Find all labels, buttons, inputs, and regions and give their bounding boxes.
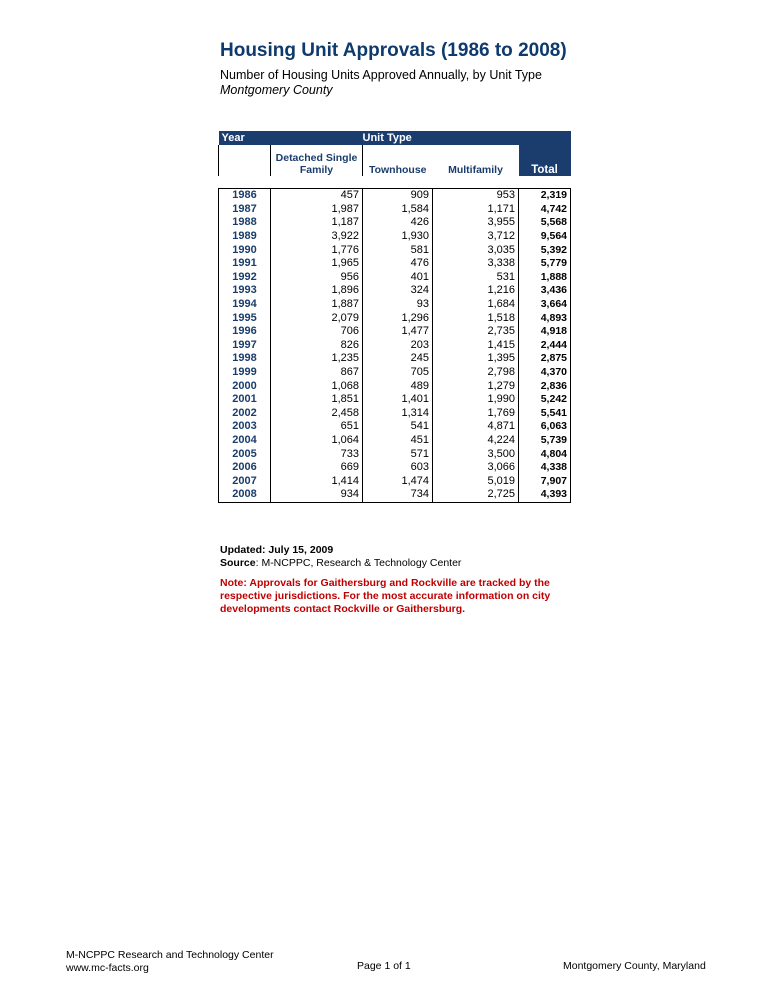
multifamily-cell: 1,415 [433,339,519,353]
county-label: Montgomery County [220,83,333,97]
total-cell: 5,392 [519,243,571,257]
table-row [219,311,571,325]
townhouse-cell: 245 [363,352,433,366]
multifamily-cell: 4,871 [433,420,519,434]
multifamily-cell: 1,279 [433,379,519,393]
year-cell: 1994 [219,298,271,312]
townhouse-cell: 705 [363,366,433,380]
source-text: : M-NCPPC, Research & Technology Center [255,557,462,569]
header-row-sub [219,145,571,176]
multifamily-cell: 5,019 [433,474,519,488]
multifamily-cell: 2,798 [433,366,519,380]
jurisdiction-note: Note: Approvals for Gaithersburg and Rockville are tracked by the respective jurisdictions. For the most accurate information on city developments contact Rockville or Gaithersburg. [220,577,551,615]
detached-cell: 1,987 [271,203,363,217]
detached-header [271,145,363,176]
table-row [219,366,571,380]
multifamily-cell: 531 [433,271,519,285]
detached-cell: 706 [271,325,363,339]
multifamily-cell: 2,735 [433,325,519,339]
total-cell: 4,370 [519,366,571,380]
total-cell: 5,739 [519,434,571,448]
table-body [219,189,571,503]
total-cell: 3,664 [519,298,571,312]
total-cell: 4,338 [519,461,571,475]
year-cell: 2001 [219,393,271,407]
table-row [219,189,571,203]
detached-cell: 2,079 [271,311,363,325]
source-label: Source [220,557,256,569]
table-row [219,216,571,230]
year-cell: 1999 [219,366,271,380]
townhouse-cell: 476 [363,257,433,271]
table-row [219,339,571,353]
total-cell: 6,063 [519,420,571,434]
multifamily-cell: 3,712 [433,230,519,244]
table-row [219,379,571,393]
table-row [219,271,571,285]
total-cell: 2,444 [519,339,571,353]
detached-cell: 1,187 [271,216,363,230]
total-cell: 2,319 [519,189,571,203]
table-row [219,407,571,421]
multifamily-cell: 1,684 [433,298,519,312]
detached-cell: 1,851 [271,393,363,407]
townhouse-cell: 571 [363,447,433,461]
multifamily-cell: 3,338 [433,257,519,271]
detached-cell: 651 [271,420,363,434]
table-row [219,434,571,448]
year-cell: 1997 [219,339,271,353]
total-cell: 4,393 [519,488,571,502]
townhouse-cell: 203 [363,339,433,353]
detached-cell: 956 [271,271,363,285]
year-cell: 2007 [219,474,271,488]
title-main: Housing Unit Approvals [220,40,436,61]
multifamily-cell: 1,990 [433,393,519,407]
townhouse-cell: 1,296 [363,311,433,325]
multifamily-cell: 2,725 [433,488,519,502]
table-row [219,488,571,502]
year-cell: 1990 [219,243,271,257]
detached-header-line1: Detached Single [275,152,358,164]
year-cell: 2000 [219,379,271,393]
total-cell: 9,564 [519,230,571,244]
townhouse-cell: 426 [363,216,433,230]
townhouse-cell: 1,584 [363,203,433,217]
multifamily-cell: 1,769 [433,407,519,421]
approvals-table [218,131,571,503]
detached-cell: 1,776 [271,243,363,257]
year-cell: 2002 [219,407,271,421]
table-row [219,243,571,257]
year-cell: 1988 [219,216,271,230]
multifamily-cell: 1,216 [433,284,519,298]
townhouse-cell: 451 [363,434,433,448]
multifamily-cell: 953 [433,189,519,203]
year-cell: 1993 [219,284,271,298]
year-cell: 1998 [219,352,271,366]
year-cell: 2008 [219,488,271,502]
multifamily-cell: 4,224 [433,434,519,448]
total-cell: 5,779 [519,257,571,271]
footer-page-number: Page 1 of 1 [357,960,411,972]
unit-type-header: Unit Type [363,131,571,145]
year-cell: 2004 [219,434,271,448]
table-row [219,284,571,298]
footer-location: Montgomery County, Maryland [563,960,706,972]
header-row-top [219,131,571,145]
year-cell: 1989 [219,230,271,244]
header-blank [271,131,363,145]
townhouse-cell: 324 [363,284,433,298]
source-line [220,557,461,569]
multifamily-cell: 3,955 [433,216,519,230]
year-cell: 1996 [219,325,271,339]
year-header: Year [219,131,271,145]
table-row [219,461,571,475]
townhouse-cell: 541 [363,420,433,434]
total-cell: 5,568 [519,216,571,230]
total-cell: 5,541 [519,407,571,421]
table-row [219,420,571,434]
multifamily-cell: 3,500 [433,447,519,461]
header-spacer [219,176,571,189]
total-cell: 4,742 [519,203,571,217]
detached-cell: 669 [271,461,363,475]
total-cell: 4,918 [519,325,571,339]
table-row [219,257,571,271]
townhouse-cell: 401 [363,271,433,285]
townhouse-cell: 734 [363,488,433,502]
year-cell: 1991 [219,257,271,271]
townhouse-cell: 1,930 [363,230,433,244]
updated-date: Updated: July 15, 2009 [220,544,334,556]
detached-cell: 1,235 [271,352,363,366]
table-row [219,393,571,407]
total-cell: 4,893 [519,311,571,325]
title-range: (1986 to 2008) [435,40,567,61]
detached-cell: 457 [271,189,363,203]
multifamily-cell: 3,066 [433,461,519,475]
table-row [219,352,571,366]
townhouse-cell: 489 [363,379,433,393]
detached-cell: 1,965 [271,257,363,271]
townhouse-cell: 1,401 [363,393,433,407]
year-cell: 1992 [219,271,271,285]
footer-url: www.mc-facts.org [66,962,149,974]
year-cell: 1987 [219,203,271,217]
page-title [220,40,567,62]
total-cell: 7,907 [519,474,571,488]
table-row [219,298,571,312]
total-cell: 5,242 [519,393,571,407]
multifamily-cell: 1,171 [433,203,519,217]
year-cell: 1995 [219,311,271,325]
total-cell: 3,436 [519,284,571,298]
year-cell: 2006 [219,461,271,475]
table-row [219,474,571,488]
townhouse-cell: 1,314 [363,407,433,421]
multifamily-cell: 1,518 [433,311,519,325]
total-header: Total [519,145,571,176]
detached-cell: 934 [271,488,363,502]
townhouse-cell: 603 [363,461,433,475]
townhouse-cell: 1,474 [363,474,433,488]
detached-cell: 1,414 [271,474,363,488]
page-subtitle: Number of Housing Units Approved Annually, by Unit Type [220,68,542,82]
table-row [219,203,571,217]
table-row [219,447,571,461]
townhouse-cell: 1,477 [363,325,433,339]
total-cell: 2,875 [519,352,571,366]
year-cell: 1986 [219,189,271,203]
detached-cell: 3,922 [271,230,363,244]
year-header-cell [219,145,271,176]
detached-cell: 1,887 [271,298,363,312]
detached-cell: 826 [271,339,363,353]
total-cell: 2,836 [519,379,571,393]
detached-cell: 2,458 [271,407,363,421]
multifamily-header: Multifamily [448,164,503,176]
townhouse-header: Townhouse [368,164,427,176]
year-cell: 2003 [219,420,271,434]
detached-cell: 1,064 [271,434,363,448]
detached-cell: 867 [271,366,363,380]
detached-cell: 1,896 [271,284,363,298]
total-cell: 4,804 [519,447,571,461]
table-row [219,325,571,339]
townhouse-cell: 93 [363,298,433,312]
detached-cell: 1,068 [271,379,363,393]
total-cell: 1,888 [519,271,571,285]
detached-header-line2: Family [299,164,334,176]
table-row [219,230,571,244]
multifamily-cell: 1,395 [433,352,519,366]
multifamily-cell: 3,035 [433,243,519,257]
detached-cell: 733 [271,447,363,461]
year-cell: 2005 [219,447,271,461]
footer-org: M-NCPPC Research and Technology Center [66,949,274,961]
townhouse-cell: 909 [363,189,433,203]
townhouse-cell: 581 [363,243,433,257]
